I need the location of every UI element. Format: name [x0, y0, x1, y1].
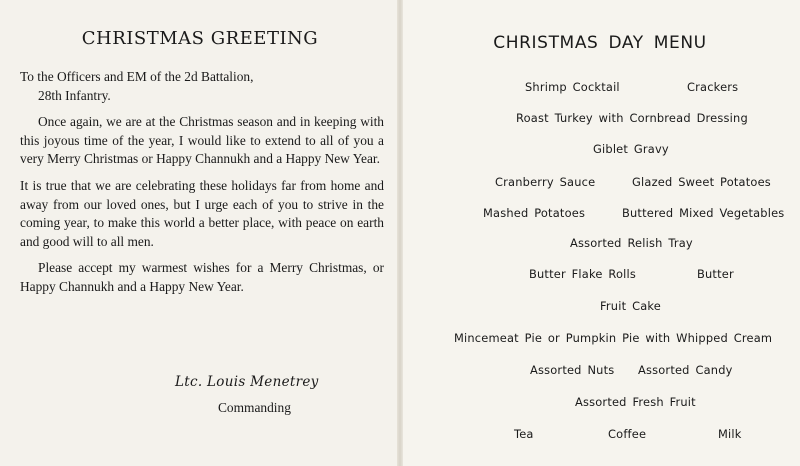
- menu-item: Butter: [697, 267, 734, 281]
- menu-item: Fruit Cake: [600, 299, 662, 313]
- menu-item: Milk: [718, 427, 742, 441]
- menu-item: Shrimp Cocktail: [525, 80, 620, 94]
- greeting-address: [20, 68, 384, 105]
- signature-title: Commanding: [218, 400, 291, 415]
- greeting-body: [20, 68, 384, 305]
- menu-item: Buttered Mixed Vegetables: [622, 206, 785, 220]
- menu-item: Roast Turkey with Cornbread Dressing: [516, 111, 748, 125]
- greeting-paragraph-2: It is true that we are celebrating these holidays far from home and away from our loved ones, but I urge each of you to strive in the coming year, to make this world a better place, with peace on earth and good will to all men.: [20, 177, 384, 249]
- menu-item: Coffee: [608, 427, 647, 441]
- menu-item: Tea: [514, 427, 534, 441]
- menu-item: Assorted Nuts: [530, 363, 615, 377]
- menu-item: Assorted Relish Tray: [570, 236, 693, 250]
- menu-item: Giblet Gravy: [593, 142, 669, 156]
- greeting-paragraph-3: Please accept my warmest wishes for a Merry Christmas, or Happy Channukh and a Happy New Year.: [20, 260, 384, 294]
- menu-item: Assorted Fresh Fruit: [575, 395, 696, 409]
- menu-item: Glazed Sweet Potatoes: [632, 175, 771, 189]
- menu-item: Crackers: [687, 80, 739, 94]
- menu-item: Mincemeat Pie or Pumpkin Pie with Whipped Cream: [454, 331, 773, 345]
- page-fold: [397, 0, 403, 466]
- menu-item: Mashed Potatoes: [483, 206, 586, 220]
- menu-item: Butter Flake Rolls: [529, 267, 637, 281]
- signature: Ltc. Louis Menetrey: [175, 374, 319, 390]
- greeting-address-line2: 28th Infantry.: [38, 87, 111, 103]
- menu-item: Cranberry Sauce: [495, 175, 596, 189]
- greeting-title: CHRISTMAS GREETING: [81, 28, 319, 49]
- greeting-address-line1: To the Officers and EM of the 2d Battalion,: [20, 69, 254, 84]
- menu-item: Assorted Candy: [638, 363, 733, 377]
- greeting-paragraph-1: Once again, we are at the Christmas season and in keeping with this joyous time of the year, I would like to extend to all of you a very Merry Christmas or Happy Channukh and a Happy New Year.: [20, 114, 384, 167]
- menu-title: CHRISTMAS DAY MENU: [493, 33, 707, 53]
